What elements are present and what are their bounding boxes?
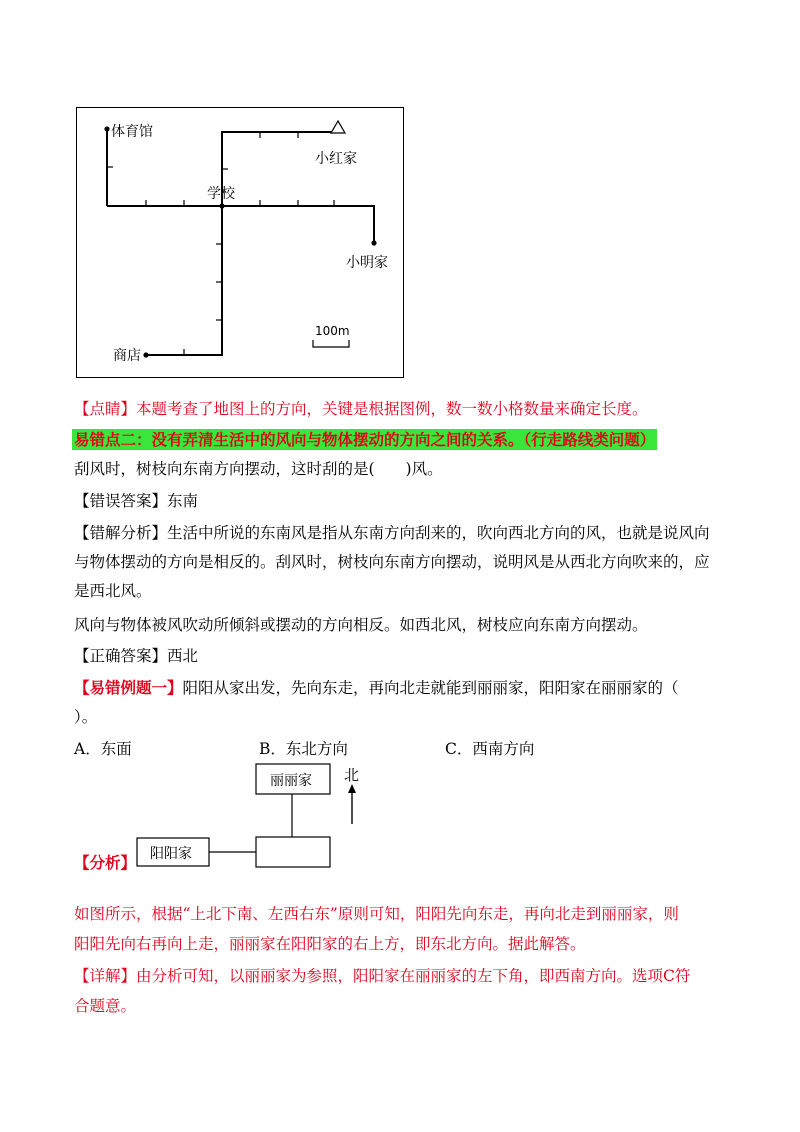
yangyang-label: 阳阳家 xyxy=(150,846,192,862)
example-line-2: ）。 xyxy=(74,708,98,726)
gym-dot xyxy=(104,126,109,131)
analysis-line-2: 与物体摆动的方向是相反的。刮风时，树枝向东南方向摆动，说明风是从西北方向吹来的，应 xyxy=(74,553,710,571)
lili-label: 丽丽家 xyxy=(270,773,312,789)
analysis-line-1: 【错解分析】生活中所说的东南风是指从东南方向刮来的，吹向西北方向的风，也就是说风向 xyxy=(74,524,710,542)
school-dot xyxy=(219,203,224,208)
fenxi-line-2: 阳阳先向右再向上走，丽丽家在阳阳家的右上方，即东北方向。据此解答。 xyxy=(74,935,586,953)
example-text: 阳阳从家出发，先向东走，再向北走就能到丽丽家，阳阳家在丽丽家的（ xyxy=(182,679,679,697)
dianjing-text: 【点睛】本题考查了地图上的方向，关键是根据图例，数一数小格数量来确定长度。 xyxy=(74,400,648,418)
wrong-answer: 【错误答案】东南 xyxy=(74,492,199,510)
school-label: 学校 xyxy=(207,186,235,202)
option-a[interactable]: A．东面 xyxy=(74,740,132,758)
gym-label: 体育馆 xyxy=(111,124,153,140)
direction-diagram xyxy=(130,760,380,875)
option-b[interactable]: B．东北方向 xyxy=(259,740,348,758)
example-tag: 【易错例题一】 xyxy=(74,678,183,697)
route-map xyxy=(76,107,404,378)
note-text: 风向与物体被风吹动所倾斜或摆动的方向相反。如西北风，树枝应向东南方向摆动。 xyxy=(74,616,648,634)
section-heading xyxy=(72,430,657,450)
fenxi-tag: 【分析】 xyxy=(74,853,137,872)
north-label: 北 xyxy=(344,766,360,784)
xiaoming-dot xyxy=(371,240,376,245)
shop-dot xyxy=(143,352,148,357)
xiangjie-line-1: 【详解】由分析可知，以丽丽家为参照，阳阳家在丽丽家的左下角，即西南方向。选项C符 xyxy=(74,967,691,985)
xiangjie-line-2: 合题意。 xyxy=(74,997,137,1015)
shop-label: 商店 xyxy=(113,348,141,364)
analysis-line-3: 是西北风。 xyxy=(74,582,152,600)
question-text: 刮风时，树枝向东南方向摆动，这时刮的是( )风。 xyxy=(74,460,443,478)
xiaohong-label: 小红家 xyxy=(315,151,357,167)
option-c[interactable]: C．西南方向 xyxy=(445,740,535,758)
scale-label: 100m xyxy=(315,324,350,338)
fenxi-line-1: 如图所示，根据“上北下南、左西右东”原则可知，阳阳先向东走，再向北走到丽丽家，则 xyxy=(74,905,679,923)
example-line-1 xyxy=(74,678,679,698)
correct-answer: 【正确答案】西北 xyxy=(74,647,199,665)
section-heading-text: 易错点二：没有弄清生活中的风向与物体摆动的方向之间的关系。（行走路线类问题） xyxy=(74,430,656,449)
xiaoming-label: 小明家 xyxy=(346,255,388,271)
